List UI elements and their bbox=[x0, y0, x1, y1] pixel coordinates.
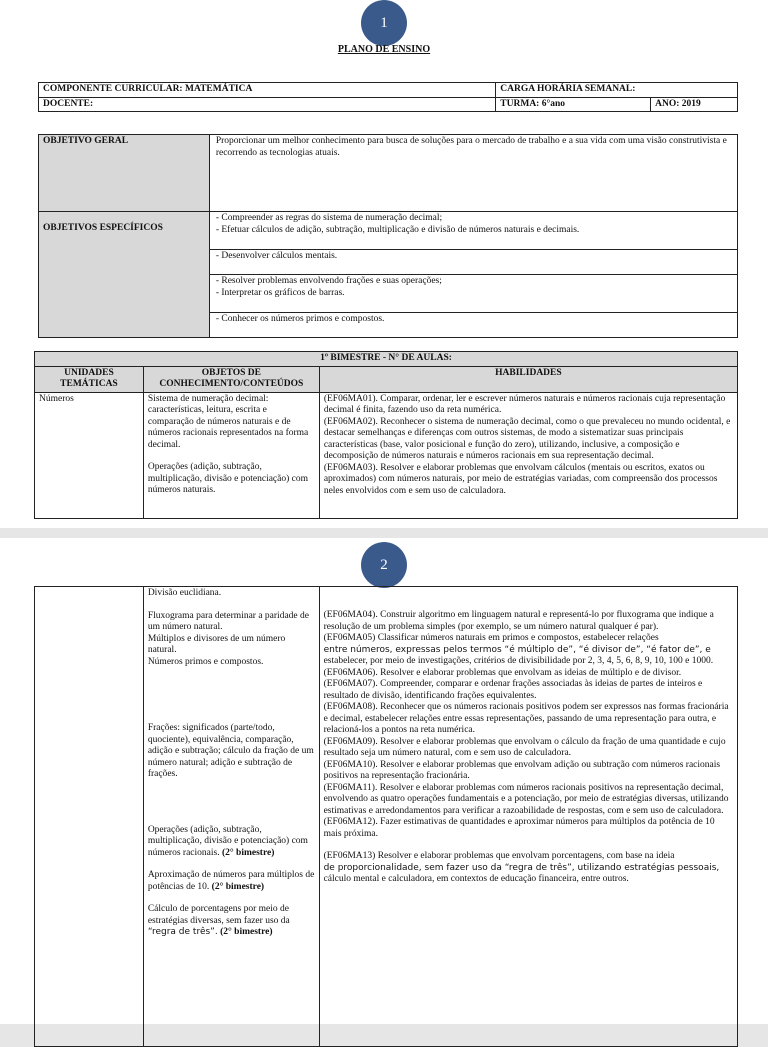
habilidade-ef06ma03: (EF06MA03). Resolver e elaborar problemas que envolvam cálculos (mentais ou escritos, exatos ou aproximados) com números naturais, por meio de estratégias variadas, com compreensão dos processos neles envolvidos com e sem uso de calculadora. bbox=[323, 462, 718, 496]
carga-horaria: CARGA HORÁRIA SEMANAL: bbox=[496, 83, 738, 98]
objeto-divisao-euclidiana: Divisão euclidiana. bbox=[147, 588, 222, 598]
habilidade-ef06ma02: (EF06MA02). Reconhecer o sistema de numeração decimal, como o que prevaleceu no mundo ocidental, e destacar semelhanças e diferenças com outros sistemas, de modo a sistematizar suas principais características (base, valor posicional e função do zero), utilizando, inclusive, a composição e decomposição de números naturais e números racionais em sua representação decimal. bbox=[323, 416, 731, 461]
objeto-multiplos-divisores: Múltiplos e divisores de um número natural. bbox=[147, 633, 286, 655]
objeto-aproximacao-text: Aproximação de números para múltiplos de potências de 10. bbox=[147, 870, 315, 892]
col-habilidades: HABILIDADES bbox=[319, 366, 737, 392]
objeto-operacoes-naturais: Operações (adição, subtração, multiplicação, divisão e potenciação) com números naturais. bbox=[147, 462, 309, 495]
page-number-badge: 2 bbox=[361, 542, 407, 588]
objetivo-especifico-2: - Desenvolver cálculos mentais. bbox=[209, 250, 737, 275]
page-number-badge: 1 bbox=[361, 0, 407, 46]
header-table bbox=[38, 82, 738, 112]
objeto-fluxograma: Fluxograma para determinar a paridade de um número natural. bbox=[147, 610, 309, 632]
habilidade-ef06ma10: (EF06MA10). Resolver e elaborar problemas que envolvam adição ou subtração com números racionais positivos na representação fracionária. bbox=[323, 759, 721, 781]
habilidade-ef06ma13a: (EF06MA13) Resolver e elaborar problemas que envolvam porcentagens, com base na ideia bbox=[323, 851, 675, 861]
unidade-tematica: Números bbox=[35, 392, 144, 518]
bimestre-title: 1º BIMESTRE - N° DE AULAS: bbox=[35, 352, 738, 367]
objetivo-especifico-1b: - Efetuar cálculos de adição, subtração, multiplicação e divisão de números naturais e decimais. bbox=[215, 224, 580, 235]
bimestre-tag: (2° bimestre) bbox=[221, 847, 275, 858]
objetos-cell bbox=[143, 587, 319, 1047]
habilidade-ef06ma05b: estabelecer, por meio de investigações, critérios de divisibilidade por 2, 3, 4, 5, 6, 8, 9, 10, 100 e 1000. bbox=[323, 656, 714, 666]
objeto-primos-compostos: Números primos e compostos. bbox=[147, 656, 264, 667]
document-title: PLANO DE ENSINO bbox=[337, 44, 431, 55]
habilidades-cell bbox=[319, 587, 737, 1047]
ano: ANO: 2019 bbox=[651, 97, 738, 112]
objetivo-geral-text: Proporcionar um melhor conhecimento para busca de soluções para o mercado de trabalho e a sua vida com uma visão construtivista e recorrendo as tecnologias atuais. bbox=[209, 135, 737, 212]
habilidade-ef06ma13b: cálculo mental e calculadora, em contextos de educação financeira, entre outros. bbox=[323, 874, 629, 884]
col-unidades-tematicas: UNIDADES TEMÁTICAS bbox=[35, 366, 144, 392]
objeto-operacoes-racionais bbox=[148, 825, 315, 860]
habilidade-ef06ma12: (EF06MA12). Fazer estimativas de quantidades e aproximar números para múltiplos da potência de 10 mais próxima. bbox=[323, 817, 715, 839]
objeto-operacoes-racionais-text: Operações (adição, subtração, multiplicação, divisão e potenciação) com números racionais. bbox=[147, 824, 308, 858]
objeto-porcentagens bbox=[148, 904, 315, 939]
objetos-cell bbox=[143, 392, 319, 518]
bimestre-tag: (2° bimestre) bbox=[211, 881, 265, 892]
habilidade-ef06ma07: (EF06MA07). Compreender, comparar e ordenar frações associadas às ideias de partes de inteiros e resultado de divisão, identificando frações equivalentes. bbox=[323, 679, 703, 701]
objetivo-especifico-4: - Conhecer os números primos e compostos. bbox=[209, 313, 737, 338]
objetivo-especifico-1 bbox=[209, 212, 737, 250]
bimestre-table bbox=[34, 351, 738, 519]
habilidade-ef06ma13-handwritten: de proporcionalidade, sem fazer uso da “regra de três”, utilizando estratégias pessoais, bbox=[323, 862, 720, 873]
habilidade-ef06ma01: (EF06MA01). Comparar, ordenar, ler e escrever números naturais e números racionais cuja representação decimal é finita, fazendo uso da reta numérica. bbox=[323, 393, 726, 415]
page-2 bbox=[0, 538, 768, 1024]
regra-de-tres-handwritten: “regra de três”. bbox=[147, 927, 218, 937]
objeto-sistema-numeracao: Sistema de numeração decimal: características, leitura, escrita e comparação de números naturais e de números racionais representados na forma decimal. bbox=[147, 393, 309, 450]
habilidade-ef06ma05a: (EF06MA05) Classificar números naturais em primos e compostos, estabelecer relações bbox=[323, 633, 659, 643]
objeto-porcentagens-text: Cálculo de porcentagens por meio de estratégias diversas, sem fazer uso da bbox=[147, 904, 290, 926]
componente-curricular: COMPONENTE CURRICULAR: MATEMÁTICA bbox=[39, 83, 496, 98]
habilidade-ef06ma05-handwritten: entre números, expressas pelos termos “é múltiplo de”, “é divisor de”, “é fator de”, e bbox=[323, 644, 711, 655]
objetivo-especifico-3b: - Interpretar os gráficos de barras. bbox=[215, 287, 345, 298]
habilidade-ef06ma08: (EF06MA08). Reconhecer que os números racionais positivos podem ser expressos nas formas fracionária e decimal, estabelecer relações entre essas representações, passando de uma representação para outra, e relacioná-los a pontos na reta numérica. bbox=[323, 702, 729, 735]
objetivos-especificos-label: OBJETIVOS ESPECÍFICOS bbox=[39, 212, 210, 338]
objetivo-geral-label: OBJETIVO GERAL bbox=[39, 135, 210, 212]
objetivo-especifico-3a: - Resolver problemas envolvendo frações e suas operações; bbox=[215, 276, 442, 286]
turma: TURMA: 6°ano bbox=[496, 97, 651, 112]
objeto-fracoes: Frações: significados (parte/todo, quociente), equivalência, comparação, adição e subtração; cálculo da fração de um número natural; adição e subtração de frações. bbox=[147, 723, 314, 779]
habilidades-cell bbox=[319, 392, 737, 518]
objeto-aproximacao bbox=[148, 870, 315, 893]
habilidade-ef06ma06: (EF06MA06). Resolver e elaborar problemas que envolvam as ideias de múltiplo e de divisor. bbox=[323, 667, 682, 678]
bimestre-tag: (2° bimestre) bbox=[220, 927, 273, 937]
habilidade-ef06ma09: (EF06MA09). Resolver e elaborar problemas que envolvam o cálculo da fração de uma quantidade e cujo resultado seja um número natural, com e sem uso de calculadora. bbox=[323, 736, 726, 758]
unidade-tematica-empty bbox=[35, 587, 144, 1047]
objetivo-especifico-1a: - Compreender as regras do sistema de numeração decimal; bbox=[215, 213, 443, 223]
col-objetos-conhecimento: OBJETOS DE CONHECIMENTO/CONTEÚDOS bbox=[143, 366, 319, 392]
continuation-table bbox=[34, 586, 738, 1047]
habilidade-ef06ma04: (EF06MA04). Construir algoritmo em linguagem natural e representá-lo por fluxograma que indique a resolução de um problema simples (por exemplo, se um número natural qualquer é par). bbox=[323, 610, 714, 632]
objetivos-table bbox=[38, 134, 738, 338]
objetivo-especifico-3 bbox=[209, 275, 737, 313]
docente: DOCENTE: bbox=[39, 97, 496, 112]
habilidade-ef06ma11: (EF06MA11). Resolver e elaborar problemas com números racionais positivos na representação decimal, envolvendo as quatro operações fundamentais e a potenciação, por meio de estratégias diversas, utilizando estimativas e arredondamentos para verificar a razoabilidade de respostas, com e sem uso de calculadora. bbox=[323, 782, 729, 816]
